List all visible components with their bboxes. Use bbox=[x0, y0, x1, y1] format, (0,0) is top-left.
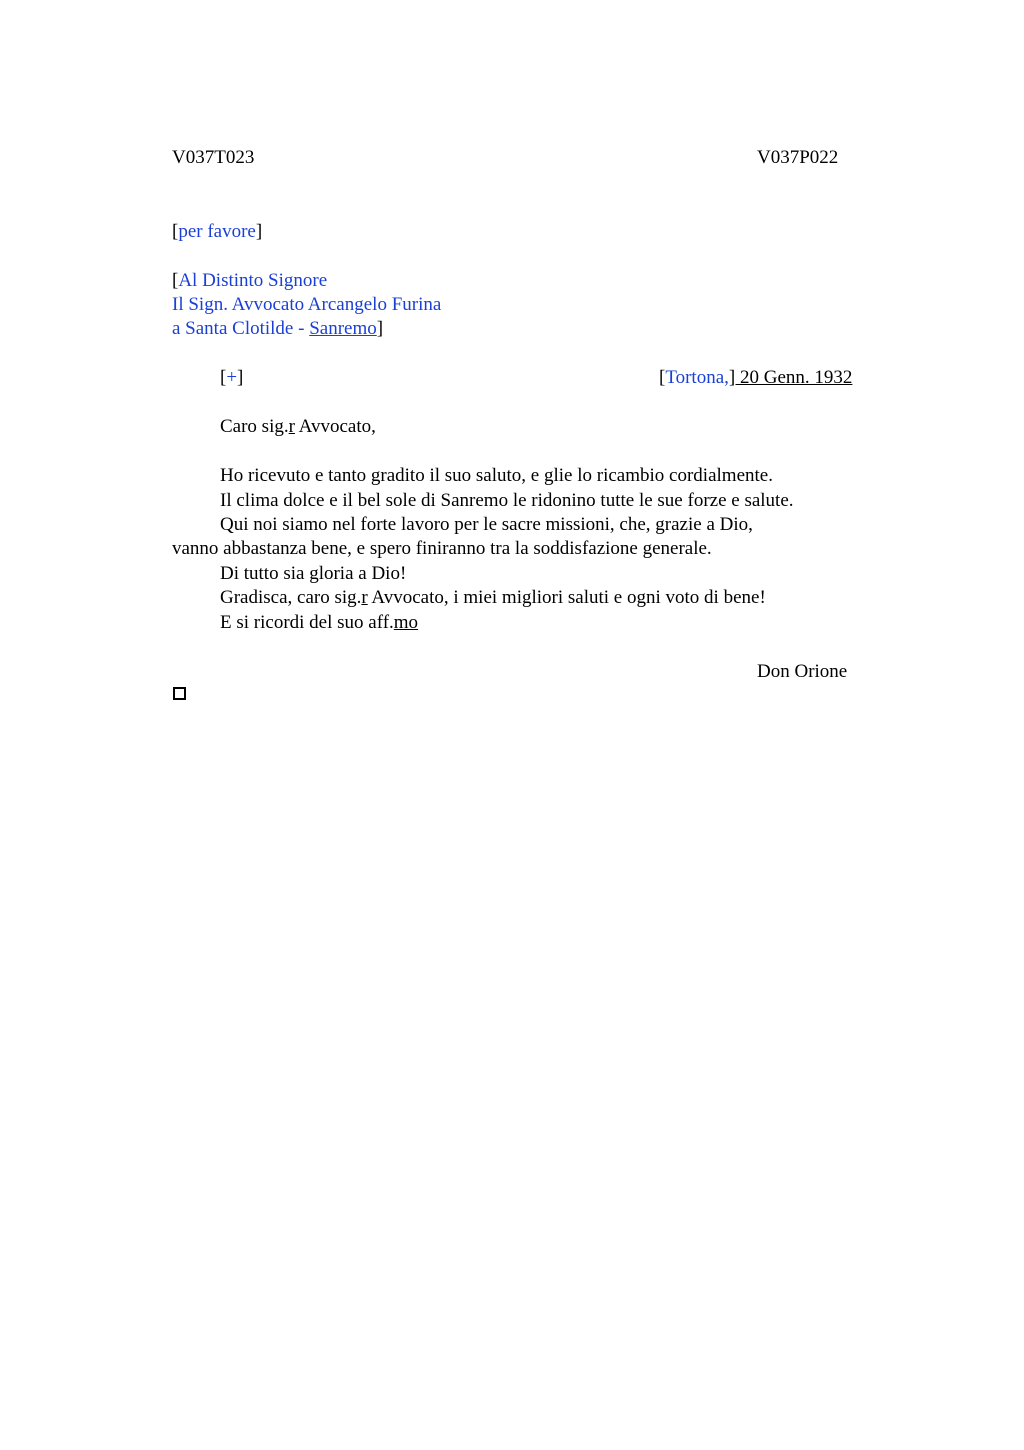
document-code-left: V037T023 bbox=[172, 147, 255, 168]
signature: Don Orione bbox=[757, 661, 848, 682]
envelope-note: [per favore] bbox=[172, 221, 263, 242]
body-line-7: E si ricordi del suo aff.mo bbox=[220, 612, 419, 633]
salutation: Caro sig.r Avvocato, bbox=[220, 416, 376, 437]
address-line-1: [Al Distinto Signore bbox=[172, 270, 328, 291]
body-line-2: Il clima dolce e il bel sole di Sanremo le ridonino tutte le sue forze e salute. bbox=[220, 490, 794, 511]
body-line-1: Ho ricevuto e tanto gradito il suo saluto, e glie lo ricambio cordialmente. bbox=[220, 465, 773, 486]
body-line-6: Gradisca, caro sig.r Avvocato, i miei migliori saluti e ogni voto di bene! bbox=[220, 587, 766, 608]
address-line-2: Il Sign. Avvocato Arcangelo Furina bbox=[172, 294, 442, 315]
address-line-3: a Santa Clotilde - Sanremo] bbox=[172, 318, 384, 339]
document-code-right: V037P022 bbox=[757, 147, 839, 168]
address-city: Sanremo bbox=[309, 318, 377, 339]
dateline: [Tortona,] 20 Genn. 1932 bbox=[659, 367, 853, 388]
dateline-place: Tortona, bbox=[665, 367, 729, 388]
body-line-3: Qui noi siamo nel forte lavoro per le sacre missioni, che, grazie a Dio, bbox=[220, 514, 753, 535]
cross-mark: [+] bbox=[220, 367, 244, 388]
envelope-note-text: per favore bbox=[178, 221, 256, 242]
body-line-5: Di tutto sia gloria a Dio! bbox=[220, 563, 407, 584]
dateline-date: ] 20 Genn. 1932 bbox=[728, 367, 853, 388]
end-marker-box bbox=[173, 687, 186, 700]
body-line-4: vanno abbastanza bene, e spero finiranno tra la soddisfazione generale. bbox=[172, 538, 712, 559]
